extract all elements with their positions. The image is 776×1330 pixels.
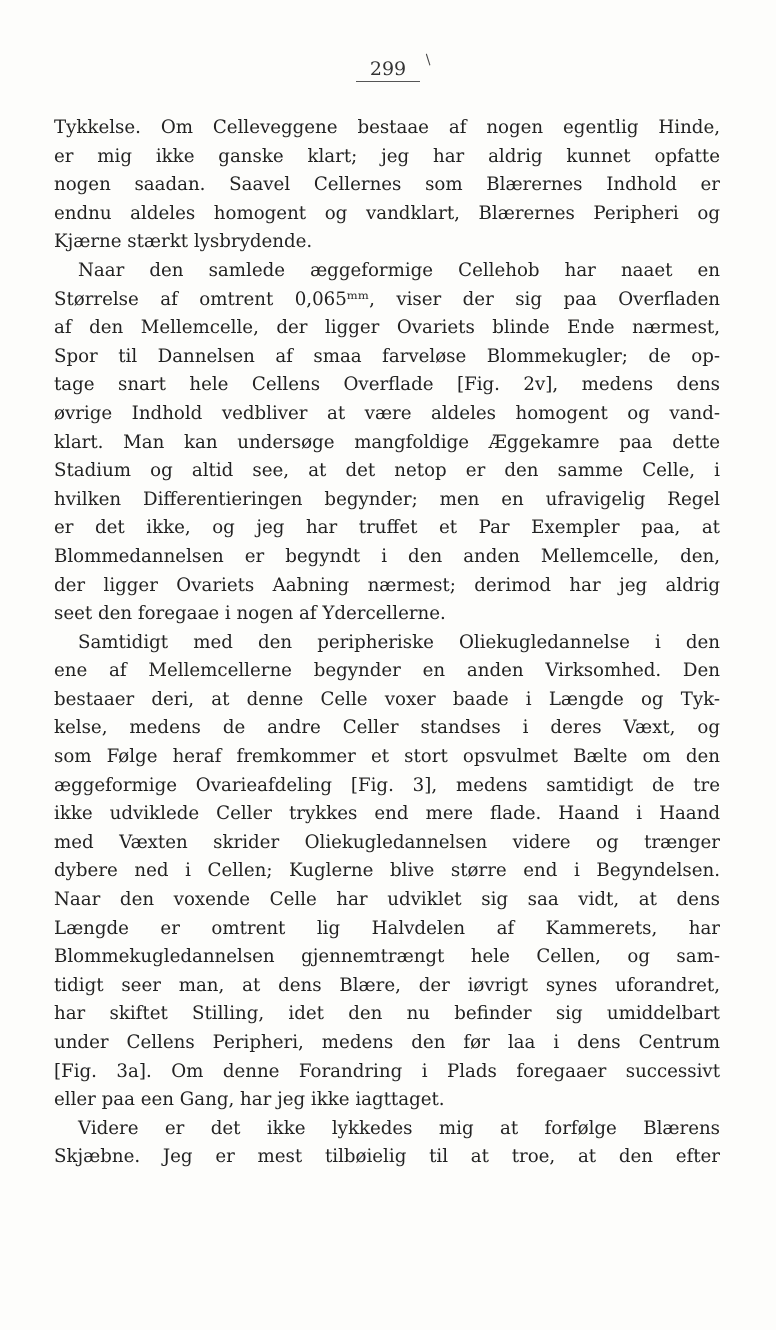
text-line: Samtidigt med den peripheriske Oliekugledannelse i den [78, 631, 720, 653]
page-number: 299 [0, 58, 776, 82]
text-line: Blommedannelsen er begyndt i den anden Mellemcelle, den, [54, 545, 720, 567]
text-line: Spor til Dannelsen af smaa farveløse Blommekugler; de op- [54, 345, 720, 367]
body-text [54, 114, 720, 1172]
text-line: som Følge heraf fremkommer et stort opsvulmet Bælte om den [54, 746, 720, 768]
text-line: hvilken Differentieringen begynder; men en ufravigelig Regel [54, 488, 720, 510]
text-line: Naar den samlede æggeformige Cellehob har naaet en [78, 259, 720, 281]
text-line: er det ikke, og jeg har truffet et Par Exempler paa, at [54, 517, 720, 539]
ink-mark: / [421, 52, 435, 68]
text-line: Blommekugledannelsen gjennemtrængt hele Cellen, og sam- [54, 946, 720, 968]
text-line: har skiftet Stilling, idet den nu befinder sig umiddelbart [54, 1003, 720, 1025]
text-line: tage snart hele Cellens Overflade [Fig. 2v], medens dens [54, 374, 720, 396]
text-line: æggeformige Ovarieafdeling [Fig. 3], medens samtidigt de tre [54, 774, 720, 796]
text-line: klart. Man kan undersøge mangfoldige Æggekamre paa dette [54, 431, 720, 453]
text-line: eller paa een Gang, har jeg ikke iagttaget. [54, 1089, 445, 1111]
text-line: seet den foregaae i nogen af Ydercellerne. [54, 603, 446, 625]
text-line: Længde er omtrent lig Halvdelen af Kammerets, har [54, 917, 720, 939]
text-line: Naar den voxende Celle har udviklet sig saa vidt, at dens [54, 889, 720, 911]
text-line: øvrige Indhold vedbliver at være aldeles homogent og vand- [54, 402, 720, 424]
text-line: dybere ned i Cellen; Kuglerne blive større end i Begyndelsen. [54, 860, 720, 882]
text-line: af den Mellemcelle, der ligger Ovariets blinde Ende nærmest, [54, 317, 720, 339]
text-line: med Væxten skrider Oliekugledannelsen videre og trænger [54, 831, 720, 853]
text-line: er mig ikke ganske klart; jeg har aldrig kunnet opfatte [54, 145, 720, 167]
text-line: bestaaer deri, at denne Celle voxer baade i Længde og Tyk- [54, 688, 720, 710]
text-line: nogen saadan. Saavel Cellernes som Blærernes Indhold er [54, 174, 720, 196]
text-line: under Cellens Peripheri, medens den før laa i dens Centrum [54, 1032, 720, 1053]
text-line: kelse, medens de andre Celler standses i deres Væxt, og [54, 717, 720, 739]
text-line: Tykkelse. Om Celleveggene bestaae af nogen egentlig Hinde, [54, 117, 720, 138]
text-line: Kjærne stærkt lysbrydende. [54, 231, 313, 253]
text-line: endnu aldeles homogent og vandklart, Blærernes Peripheri og [54, 202, 720, 224]
text-line: der ligger Ovariets Aabning nærmest; derimod har jeg aldrig [54, 574, 720, 596]
text-line: tidigt seer man, at dens Blære, der iøvrigt synes uforandret, [54, 974, 720, 996]
text-line: [Fig. 3a]. Om denne Forandring i Plads foregaaer successivt [54, 1060, 720, 1082]
text-line: Skjæbne. Jeg er mest tilbøielig til at troe, at den efter [54, 1146, 720, 1168]
text-line: ene af Mellemcellerne begynder en anden Virksomhed. Den [54, 660, 720, 682]
text-line: Stadium og altid see, at det netop er den samme Celle, i [54, 460, 720, 482]
text-line: Størrelse af omtrent 0,065ᵐᵐ, viser der sig paa Overfladen [54, 288, 720, 310]
text-line: Videre er det ikke lykkedes mig at forfølge Blærens [78, 1117, 720, 1139]
text-line: ikke udviklede Celler trykkes end mere flade. Haand i Haand [54, 803, 720, 825]
